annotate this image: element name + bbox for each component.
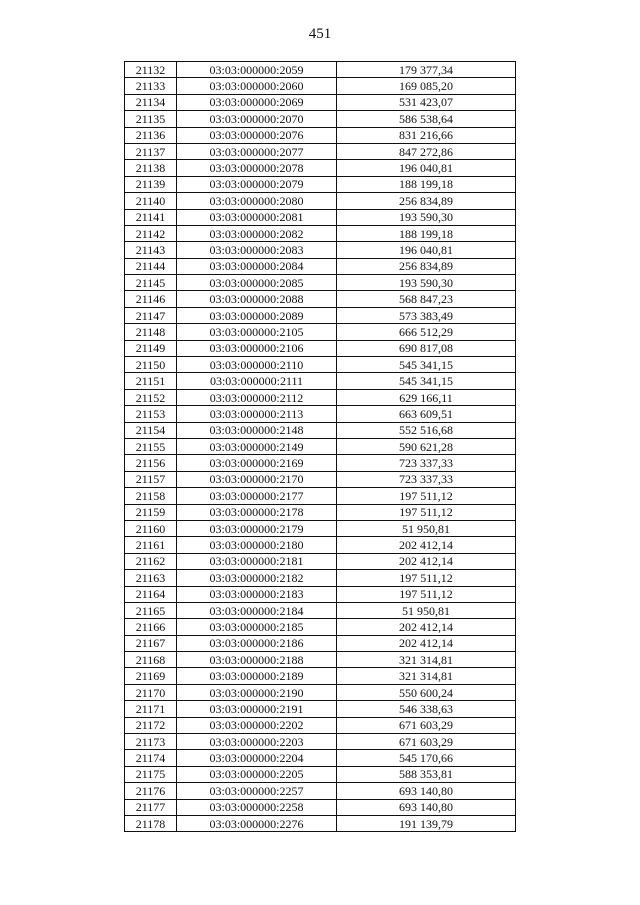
cadastral-number-cell: 03:03:000000:2188 [177,652,337,668]
row-number-cell: 21144 [125,258,177,274]
table-row [125,62,516,78]
table-row [125,78,516,94]
cadastral-value-cell: 723 337,33 [337,471,516,487]
row-number-cell: 21165 [125,602,177,618]
cadastral-number-cell: 03:03:000000:2149 [177,438,337,454]
table-row [125,750,516,766]
row-number-cell: 21145 [125,275,177,291]
table-row [125,127,516,143]
row-number-cell: 21178 [125,815,177,831]
cadastral-number-cell: 03:03:000000:2078 [177,160,337,176]
cadastral-number-cell: 03:03:000000:2181 [177,553,337,569]
cadastral-value-cell: 193 590,30 [337,209,516,225]
cadastral-value-cell: 586 538,64 [337,111,516,127]
row-number-cell: 21140 [125,193,177,209]
row-number-cell: 21157 [125,471,177,487]
cadastral-number-cell: 03:03:000000:2082 [177,225,337,241]
cadastral-number-cell: 03:03:000000:2105 [177,324,337,340]
table-row [125,406,516,422]
cadastral-number-cell: 03:03:000000:2084 [177,258,337,274]
cadastral-number-cell: 03:03:000000:2112 [177,389,337,405]
table-row [125,766,516,782]
cadastral-value-table [124,61,516,832]
cadastral-value-cell: 202 412,14 [337,619,516,635]
table-row [125,734,516,750]
table-row [125,389,516,405]
row-number-cell: 21166 [125,619,177,635]
cadastral-value-cell: 188 199,18 [337,176,516,192]
row-number-cell: 21151 [125,373,177,389]
row-number-cell: 21149 [125,340,177,356]
cadastral-number-cell: 03:03:000000:2203 [177,734,337,750]
row-number-cell: 21150 [125,357,177,373]
cadastral-value-cell: 188 199,18 [337,225,516,241]
row-number-cell: 21132 [125,62,177,78]
table-row [125,455,516,471]
cadastral-value-cell: 202 412,14 [337,635,516,651]
table-row [125,553,516,569]
row-number-cell: 21175 [125,766,177,782]
cadastral-value-cell: 831 216,66 [337,127,516,143]
cadastral-value-cell: 169 085,20 [337,78,516,94]
cadastral-number-cell: 03:03:000000:2202 [177,717,337,733]
table-row [125,143,516,159]
row-number-cell: 21173 [125,734,177,750]
table-row [125,652,516,668]
cadastral-value-cell: 671 603,29 [337,717,516,733]
row-number-cell: 21169 [125,668,177,684]
row-number-cell: 21147 [125,307,177,323]
table-row [125,438,516,454]
table-row [125,258,516,274]
cadastral-number-cell: 03:03:000000:2089 [177,307,337,323]
row-number-cell: 21141 [125,209,177,225]
row-number-cell: 21171 [125,701,177,717]
cadastral-number-cell: 03:03:000000:2170 [177,471,337,487]
cadastral-number-cell: 03:03:000000:2178 [177,504,337,520]
cadastral-number-cell: 03:03:000000:2257 [177,783,337,799]
cadastral-number-cell: 03:03:000000:2085 [177,275,337,291]
table-row [125,209,516,225]
table-row [125,242,516,258]
row-number-cell: 21139 [125,176,177,192]
row-number-cell: 21159 [125,504,177,520]
cadastral-number-cell: 03:03:000000:2184 [177,602,337,618]
cadastral-number-cell: 03:03:000000:2180 [177,537,337,553]
table-row [125,373,516,389]
cadastral-value-cell: 847 272,86 [337,143,516,159]
cadastral-value-cell: 590 621,28 [337,438,516,454]
table-row [125,488,516,504]
cadastral-value-cell: 545 341,15 [337,357,516,373]
table-row [125,504,516,520]
row-number-cell: 21160 [125,520,177,536]
cadastral-number-cell: 03:03:000000:2076 [177,127,337,143]
cadastral-number-cell: 03:03:000000:2185 [177,619,337,635]
cadastral-value-cell: 588 353,81 [337,766,516,782]
table-row [125,471,516,487]
table-row [125,307,516,323]
cadastral-value-cell: 663 609,51 [337,406,516,422]
cadastral-number-cell: 03:03:000000:2190 [177,684,337,700]
row-number-cell: 21170 [125,684,177,700]
cadastral-value-cell: 690 817,08 [337,340,516,356]
cadastral-value-cell: 51 950,81 [337,520,516,536]
row-number-cell: 21137 [125,143,177,159]
table-row [125,717,516,733]
cadastral-value-cell: 552 516,68 [337,422,516,438]
cadastral-value-cell: 256 834,89 [337,258,516,274]
table-row [125,783,516,799]
table-row [125,668,516,684]
cadastral-number-cell: 03:03:000000:2070 [177,111,337,127]
row-number-cell: 21177 [125,799,177,815]
cadastral-number-cell: 03:03:000000:2060 [177,78,337,94]
cadastral-value-cell: 723 337,33 [337,455,516,471]
table-row [125,111,516,127]
cadastral-number-cell: 03:03:000000:2204 [177,750,337,766]
cadastral-number-cell: 03:03:000000:2069 [177,94,337,110]
cadastral-number-cell: 03:03:000000:2189 [177,668,337,684]
cadastral-number-cell: 03:03:000000:2077 [177,143,337,159]
cadastral-value-cell: 179 377,34 [337,62,516,78]
row-number-cell: 21168 [125,652,177,668]
cadastral-number-cell: 03:03:000000:2191 [177,701,337,717]
cadastral-value-cell: 193 590,30 [337,275,516,291]
table-body [125,62,516,832]
cadastral-number-cell: 03:03:000000:2110 [177,357,337,373]
cadastral-value-cell: 546 338,63 [337,701,516,717]
row-number-cell: 21167 [125,635,177,651]
table-row [125,291,516,307]
cadastral-value-cell: 197 511,12 [337,586,516,602]
cadastral-number-cell: 03:03:000000:2106 [177,340,337,356]
table-row [125,684,516,700]
cadastral-number-cell: 03:03:000000:2258 [177,799,337,815]
cadastral-value-cell: 531 423,07 [337,94,516,110]
table-row [125,176,516,192]
row-number-cell: 21163 [125,570,177,586]
cadastral-number-cell: 03:03:000000:2059 [177,62,337,78]
cadastral-value-cell: 51 950,81 [337,602,516,618]
cadastral-value-cell: 191 139,79 [337,815,516,831]
cadastral-number-cell: 03:03:000000:2088 [177,291,337,307]
row-number-cell: 21154 [125,422,177,438]
cadastral-value-cell: 545 341,15 [337,373,516,389]
table-row [125,570,516,586]
row-number-cell: 21133 [125,78,177,94]
cadastral-value-cell: 197 511,12 [337,570,516,586]
table-row [125,635,516,651]
cadastral-number-cell: 03:03:000000:2276 [177,815,337,831]
cadastral-value-cell: 321 314,81 [337,668,516,684]
cadastral-value-cell: 629 166,11 [337,389,516,405]
cadastral-number-cell: 03:03:000000:2148 [177,422,337,438]
cadastral-number-cell: 03:03:000000:2177 [177,488,337,504]
row-number-cell: 21135 [125,111,177,127]
cadastral-value-cell: 197 511,12 [337,488,516,504]
table-row [125,586,516,602]
table-row [125,324,516,340]
cadastral-number-cell: 03:03:000000:2182 [177,570,337,586]
cadastral-value-cell: 693 140,80 [337,799,516,815]
table-row [125,275,516,291]
cadastral-value-cell: 202 412,14 [337,553,516,569]
cadastral-number-cell: 03:03:000000:2113 [177,406,337,422]
row-number-cell: 21142 [125,225,177,241]
row-number-cell: 21148 [125,324,177,340]
cadastral-value-cell: 666 512,29 [337,324,516,340]
table-row [125,160,516,176]
row-number-cell: 21143 [125,242,177,258]
cadastral-number-cell: 03:03:000000:2079 [177,176,337,192]
cadastral-value-cell: 671 603,29 [337,734,516,750]
cadastral-value-cell: 197 511,12 [337,504,516,520]
cadastral-value-cell: 550 600,24 [337,684,516,700]
row-number-cell: 21153 [125,406,177,422]
table-row [125,225,516,241]
cadastral-number-cell: 03:03:000000:2080 [177,193,337,209]
table-row [125,357,516,373]
row-number-cell: 21136 [125,127,177,143]
cadastral-value-cell: 196 040,81 [337,242,516,258]
cadastral-number-cell: 03:03:000000:2183 [177,586,337,602]
table-row [125,520,516,536]
page-number: 451 [308,26,332,42]
cadastral-value-cell: 545 170,66 [337,750,516,766]
row-number-cell: 21158 [125,488,177,504]
cadastral-value-cell: 573 383,49 [337,307,516,323]
row-number-cell: 21146 [125,291,177,307]
table-row [125,94,516,110]
row-number-cell: 21176 [125,783,177,799]
table-row [125,422,516,438]
table-row [125,537,516,553]
cadastral-value-cell: 256 834,89 [337,193,516,209]
table-row [125,799,516,815]
table-row [125,602,516,618]
row-number-cell: 21164 [125,586,177,602]
cadastral-number-cell: 03:03:000000:2205 [177,766,337,782]
row-number-cell: 21172 [125,717,177,733]
cadastral-value-cell: 196 040,81 [337,160,516,176]
row-number-cell: 21174 [125,750,177,766]
table-row [125,815,516,831]
row-number-cell: 21152 [125,389,177,405]
table-row [125,340,516,356]
cadastral-number-cell: 03:03:000000:2111 [177,373,337,389]
cadastral-value-cell: 321 314,81 [337,652,516,668]
table-row [125,701,516,717]
cadastral-number-cell: 03:03:000000:2081 [177,209,337,225]
cadastral-number-cell: 03:03:000000:2169 [177,455,337,471]
row-number-cell: 21138 [125,160,177,176]
cadastral-value-cell: 202 412,14 [337,537,516,553]
row-number-cell: 21155 [125,438,177,454]
cadastral-value-cell: 568 847,23 [337,291,516,307]
row-number-cell: 21156 [125,455,177,471]
row-number-cell: 21161 [125,537,177,553]
cadastral-number-cell: 03:03:000000:2179 [177,520,337,536]
cadastral-value-cell: 693 140,80 [337,783,516,799]
cadastral-number-cell: 03:03:000000:2186 [177,635,337,651]
table-row [125,619,516,635]
row-number-cell: 21162 [125,553,177,569]
cadastral-number-cell: 03:03:000000:2083 [177,242,337,258]
row-number-cell: 21134 [125,94,177,110]
table-row [125,193,516,209]
